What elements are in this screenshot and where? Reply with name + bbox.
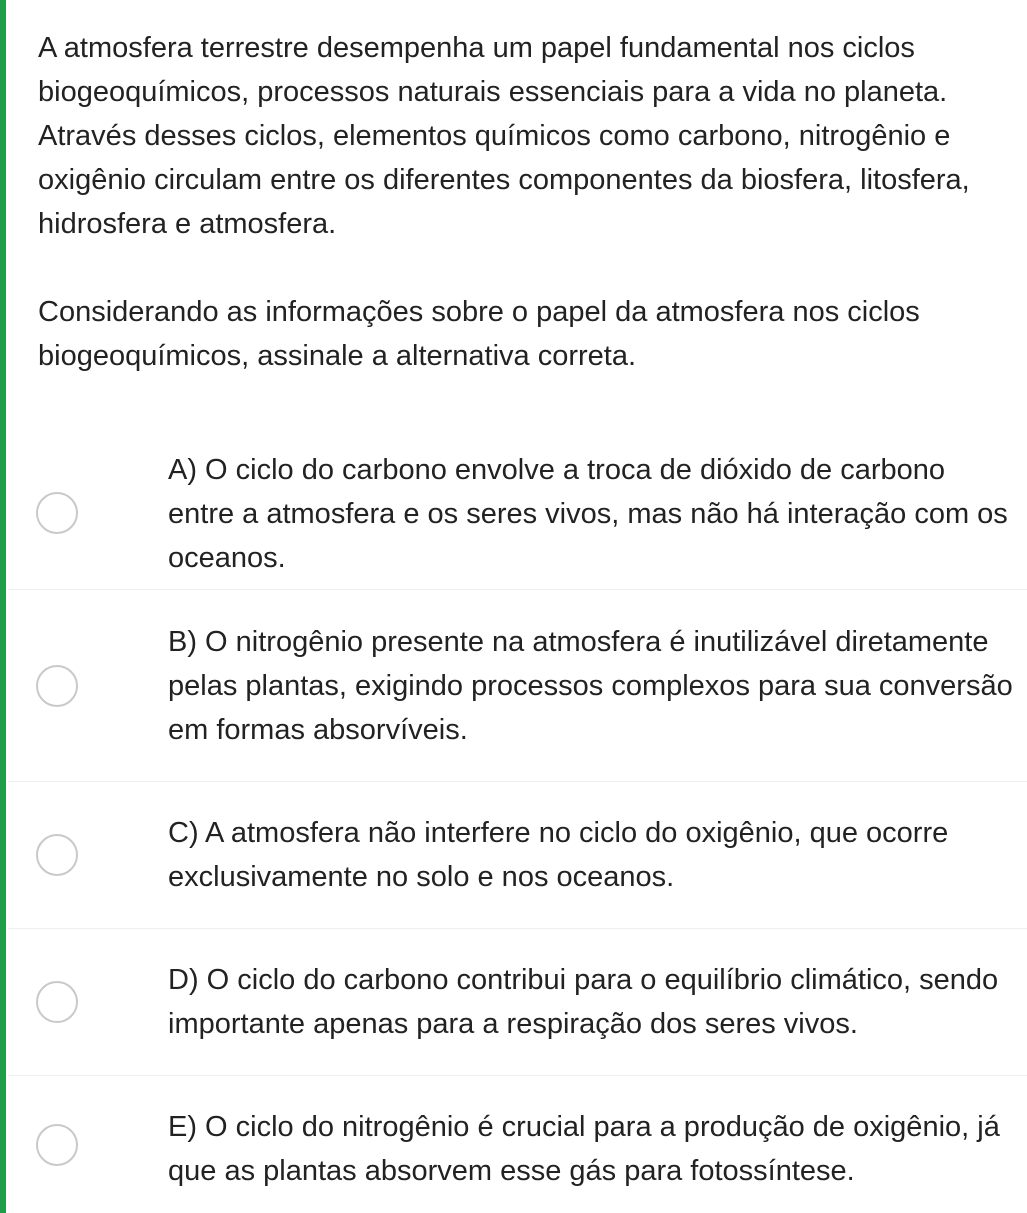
option-b-label: B) O nitrogênio presente na atmosfera é inutilizável diretamente pelas plantas, exigindo processos complexos para sua conversão em formas absorvíveis. — [168, 625, 1013, 746]
option-c[interactable] — [8, 782, 1027, 929]
left-accent-bar — [0, 0, 6, 1213]
option-e-radio[interactable] — [36, 1124, 78, 1166]
answer-options — [8, 436, 1027, 1213]
option-e[interactable] — [8, 1076, 1027, 1213]
question-prompt: Considerando as informações sobre o papel da atmosfera nos ciclos biogeoquímicos, assinale a alternativa correta. — [38, 296, 920, 372]
option-d-radio[interactable] — [36, 981, 78, 1023]
option-a-label: A) O ciclo do carbono envolve a troca de dióxido de carbono entre a atmosfera e os seres vivos, mas não há interação com os oceanos. — [168, 453, 1008, 574]
option-d[interactable] — [8, 929, 1027, 1076]
option-e-label: E) O ciclo do nitrogênio é crucial para a produção de oxigênio, já que as plantas absorvem esse gás para fotossíntese. — [168, 1111, 1000, 1187]
option-a-radio[interactable] — [36, 492, 78, 534]
question-body — [38, 26, 1013, 378]
option-c-label: C) A atmosfera não interfere no ciclo do oxigênio, que ocorre exclusivamente no solo e nos oceanos. — [168, 817, 949, 893]
option-d-label: D) O ciclo do carbono contribui para o equilíbrio climático, sendo importante apenas para a respiração dos seres vivos. — [168, 964, 999, 1040]
option-b-radio[interactable] — [36, 665, 78, 707]
option-a[interactable] — [8, 436, 1027, 590]
option-c-radio[interactable] — [36, 834, 78, 876]
question-intro: A atmosfera terrestre desempenha um papel fundamental nos ciclos biogeoquímicos, processos naturais essenciais para a vida no planeta. Através desses ciclos, elementos químicos como carbono, nitrogênio e oxigênio circulam entre os diferentes componentes da biosfera, litosfera, hidrosfera e atmosfera. — [38, 32, 970, 240]
option-b[interactable] — [8, 590, 1027, 782]
